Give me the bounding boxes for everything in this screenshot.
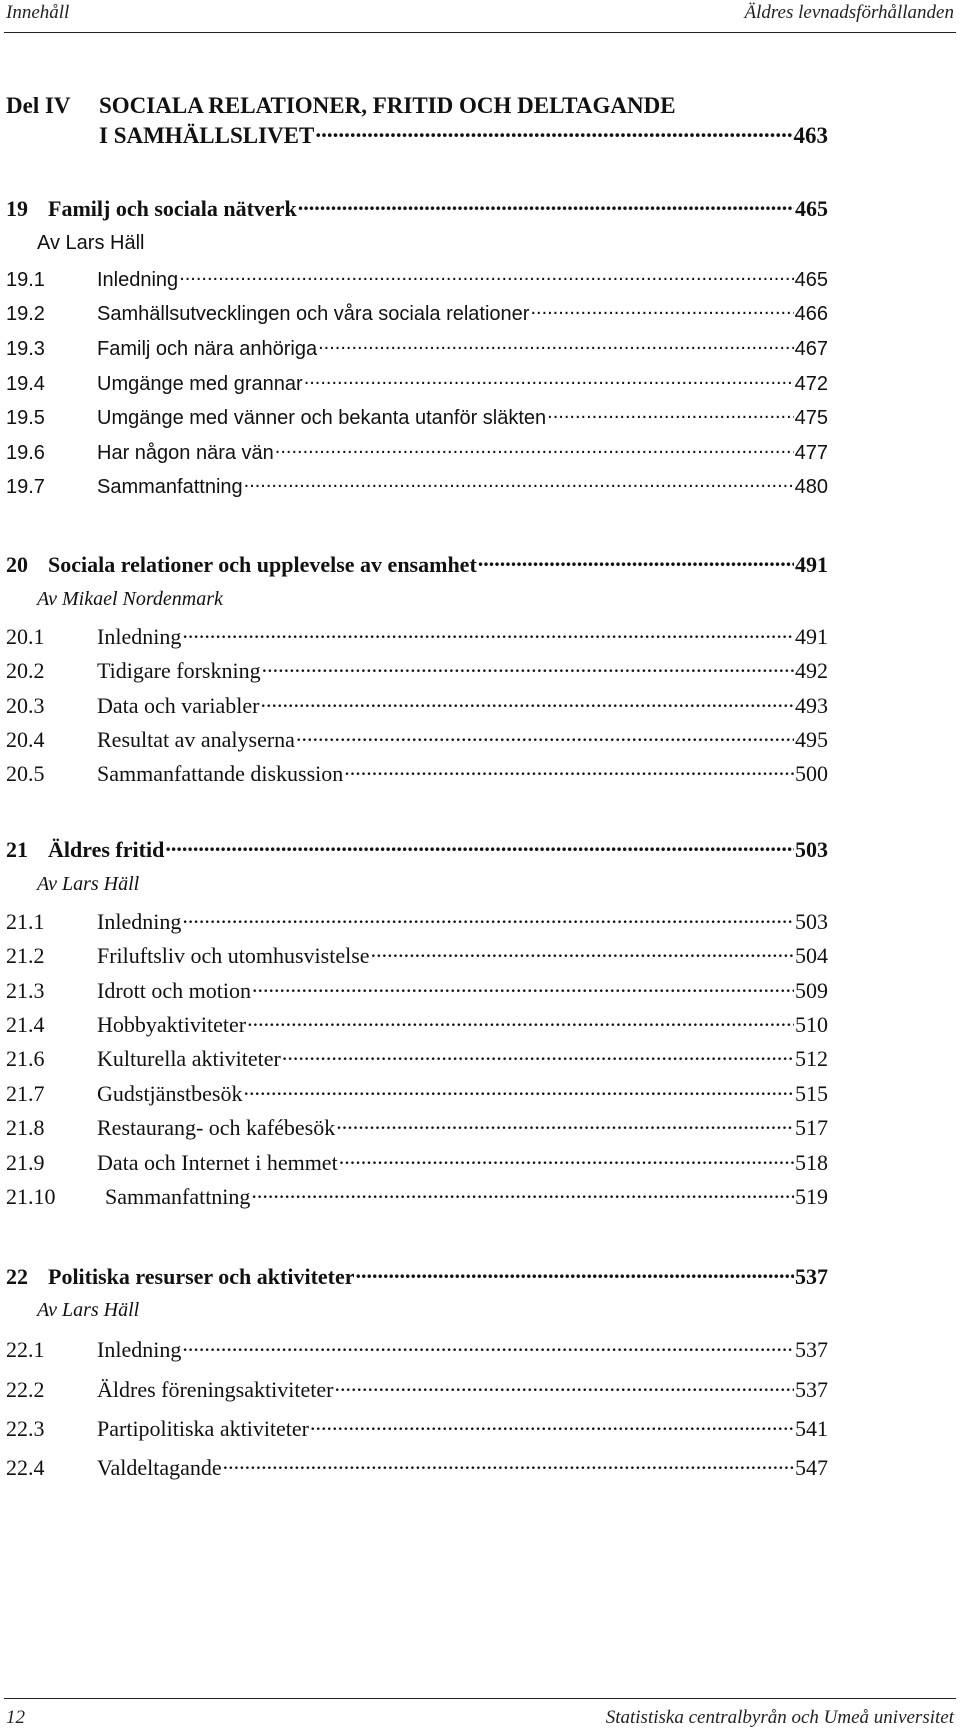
- section-number: 22.1: [6, 1337, 45, 1362]
- chapter-number: 19: [6, 196, 28, 221]
- page-number-footer: 12: [6, 1707, 25, 1728]
- dot-leader: [530, 300, 793, 320]
- page-number: 472: [794, 373, 828, 395]
- dot-leader: [298, 194, 794, 216]
- page-number: 475: [794, 407, 828, 429]
- section-number: 21.4: [6, 1012, 45, 1037]
- dot-leader: [478, 550, 794, 572]
- page-number: 463: [793, 123, 828, 148]
- page-number: 466: [794, 303, 828, 325]
- section-title: Resultat av analyserna: [97, 727, 295, 752]
- section-title: Sammanfattande diskussion: [97, 761, 344, 786]
- page-number: 503: [795, 837, 828, 862]
- toc-entry-section[interactable]: [6, 1375, 828, 1403]
- header-section-label: Innehåll: [6, 2, 70, 23]
- toc-entry-section[interactable]: [6, 1079, 828, 1107]
- running-footer: [6, 1707, 954, 1729]
- section-title: Familj och nära anhöriga: [97, 338, 318, 360]
- dot-leader: [339, 1148, 794, 1170]
- page-number: 547: [795, 1455, 828, 1480]
- dot-leader: [547, 404, 793, 424]
- toc-entry-section[interactable]: [6, 266, 828, 292]
- page-number: 509: [795, 978, 828, 1003]
- section-title: Inledning: [97, 624, 182, 649]
- page-number: 510: [795, 1012, 828, 1037]
- page-number: 537: [795, 1377, 828, 1402]
- chapter-title: Familj och sociala nätverk: [48, 196, 297, 221]
- section-title: Umgänge med vänner och bekanta utanför släkten: [97, 407, 547, 429]
- dot-leader: [252, 976, 794, 998]
- toc-entry-section[interactable]: [6, 941, 828, 969]
- dot-leader: [275, 439, 794, 459]
- section-title: Inledning: [97, 269, 179, 291]
- chapter-number: 22: [6, 1264, 28, 1289]
- section-number: 21.7: [6, 1081, 45, 1106]
- toc-entry-section[interactable]: [6, 1113, 828, 1141]
- toc-entry-section[interactable]: [6, 691, 828, 719]
- chapter-author: Av Lars Häll: [37, 1299, 140, 1321]
- section-number: 20.3: [6, 693, 45, 718]
- toc-entry-chapter[interactable]: [6, 550, 828, 578]
- section-title: Tidigare forskning: [97, 658, 261, 683]
- dot-leader: [262, 656, 794, 678]
- page-number: 503: [795, 909, 828, 934]
- dot-leader: [165, 835, 794, 857]
- header-book-title: Äldres levnadsförhållanden: [744, 2, 954, 23]
- chapter-title: Sociala relationer och upplevelse av ensamhet: [48, 552, 477, 577]
- chapter-author: Av Lars Häll: [37, 873, 140, 895]
- page-number: 500: [795, 761, 828, 786]
- dot-leader: [244, 473, 794, 493]
- section-number: 22.4: [6, 1455, 45, 1480]
- chapter-author: Av Mikael Nordenmark: [37, 588, 223, 610]
- page-number: 465: [794, 269, 828, 291]
- section-number: 20.2: [6, 658, 45, 683]
- toc-entry-section[interactable]: [6, 1414, 828, 1442]
- section-title: Samhällsutvecklingen och våra sociala relationer: [97, 303, 530, 325]
- dot-leader: [179, 266, 793, 286]
- section-number: 22.2: [6, 1377, 45, 1402]
- chapter-author: Av Lars Häll: [37, 232, 145, 254]
- publisher-name: Statistiska centralbyrån och Umeå universitet: [605, 1707, 954, 1728]
- toc-entry-chapter[interactable]: [6, 1262, 828, 1290]
- part-label: Del IV: [6, 93, 71, 118]
- toc-entry-section[interactable]: [6, 1182, 828, 1210]
- section-number: 21.1: [6, 909, 45, 934]
- page-number: 495: [795, 727, 828, 752]
- dot-leader: [371, 941, 794, 963]
- dot-leader: [182, 1335, 794, 1357]
- page-number: 480: [794, 476, 828, 498]
- toc-entry-section[interactable]: [6, 622, 828, 650]
- part-title-line1: SOCIALA RELATIONER, FRITID OCH DELTAGANDE: [99, 93, 676, 118]
- dot-leader: [315, 120, 792, 143]
- footer-rule: [4, 1698, 956, 1699]
- dot-leader: [356, 1262, 794, 1284]
- chapter-number: 20: [6, 552, 28, 577]
- section-title: Friluftsliv och utomhusvistelse: [97, 943, 370, 968]
- page-number: 537: [795, 1337, 828, 1362]
- section-title: Data och variabler: [97, 693, 260, 718]
- page-number: 493: [795, 693, 828, 718]
- toc-entry-section[interactable]: [6, 976, 828, 1004]
- page-number: 519: [795, 1184, 828, 1209]
- section-title: Hobbyaktiviteter: [97, 1012, 247, 1037]
- page-number: 492: [795, 658, 828, 683]
- section-title: Valdeltagande: [97, 1455, 222, 1480]
- part-heading: [6, 93, 676, 119]
- dot-leader: [296, 725, 794, 747]
- toc-entry-section[interactable]: [6, 300, 828, 326]
- toc-entry-chapter[interactable]: [6, 194, 828, 222]
- section-title: Inledning: [97, 1337, 182, 1362]
- dot-leader: [223, 1453, 794, 1475]
- section-number: 21.9: [6, 1150, 45, 1175]
- section-title: Har någon nära vän: [97, 442, 274, 464]
- dot-leader: [310, 1414, 794, 1436]
- section-number: 19.7: [6, 476, 45, 498]
- dot-leader: [336, 1113, 794, 1135]
- section-title: Sammanfattning: [97, 476, 243, 498]
- section-number: 19.2: [6, 303, 45, 325]
- page-number: 477: [794, 442, 828, 464]
- dot-leader: [282, 1044, 794, 1066]
- section-number: 19.3: [6, 338, 45, 360]
- section-number: 19.6: [6, 442, 45, 464]
- page-number: 518: [795, 1150, 828, 1175]
- section-number: 22.3: [6, 1416, 45, 1441]
- section-number: 21.8: [6, 1115, 45, 1140]
- toc-entry-section[interactable]: [6, 1453, 828, 1481]
- toc-entry-section[interactable]: [6, 404, 828, 430]
- toc-entry-section[interactable]: [6, 1148, 828, 1176]
- part-title-line2: I SAMHÄLLSLIVET: [99, 123, 315, 148]
- section-number: 20.4: [6, 727, 45, 752]
- toc-entry-section[interactable]: [6, 656, 828, 684]
- section-number: 20.1: [6, 624, 45, 649]
- section-title: Inledning: [97, 909, 182, 934]
- section-number: 21.2: [6, 943, 45, 968]
- dot-leader: [260, 691, 794, 713]
- section-title: Partipolitiska aktiviteter: [97, 1416, 310, 1441]
- toc-entry-chapter[interactable]: [6, 835, 828, 863]
- toc-entry-section[interactable]: [6, 473, 828, 499]
- dot-leader: [243, 1079, 794, 1101]
- dot-leader: [304, 370, 794, 390]
- section-title: Kulturella aktiviteter: [97, 1046, 281, 1071]
- dot-leader: [182, 622, 794, 644]
- dot-leader: [344, 759, 794, 781]
- dot-leader: [318, 335, 794, 355]
- section-number: 21.6: [6, 1046, 45, 1071]
- toc-entry-part[interactable]: [6, 120, 828, 149]
- toc-entry-section[interactable]: [6, 439, 828, 465]
- chapter-number: 21: [6, 837, 28, 862]
- section-title: Äldres föreningsaktiviteter: [97, 1377, 334, 1402]
- page-number: 465: [795, 196, 828, 221]
- page-number: 517: [795, 1115, 828, 1140]
- toc-entry-section[interactable]: [6, 1044, 828, 1072]
- section-title: Umgänge med grannar: [97, 373, 303, 395]
- dot-leader: [251, 1182, 794, 1204]
- toc-entry-section[interactable]: [6, 759, 828, 787]
- chapter-title: Äldres fritid: [48, 837, 165, 862]
- section-title: Gudstjänstbesök: [97, 1081, 243, 1106]
- page-number: 491: [795, 552, 828, 577]
- page-number: 491: [795, 624, 828, 649]
- section-title: Sammanfattning: [105, 1184, 251, 1209]
- toc-entry-section[interactable]: [6, 725, 828, 753]
- page-number: 467: [794, 338, 828, 360]
- header-rule: [4, 32, 956, 33]
- section-number: 21.10: [6, 1184, 56, 1209]
- section-number: 19.4: [6, 373, 45, 395]
- dot-leader: [334, 1375, 794, 1397]
- page-number: 504: [795, 943, 828, 968]
- page-number: 515: [795, 1081, 828, 1106]
- running-header: [6, 2, 954, 24]
- page-number: 537: [795, 1264, 828, 1289]
- section-number: 19.5: [6, 407, 45, 429]
- dot-leader: [182, 907, 794, 929]
- toc-entry-section[interactable]: [6, 1010, 828, 1038]
- page-number: 512: [795, 1046, 828, 1071]
- section-number: 20.5: [6, 761, 45, 786]
- section-title: Idrott och motion: [97, 978, 251, 1003]
- toc-entry-section[interactable]: [6, 370, 828, 396]
- section-title: Data och Internet i hemmet: [97, 1150, 338, 1175]
- toc-entry-section[interactable]: [6, 907, 828, 935]
- section-number: 19.1: [6, 269, 45, 291]
- chapter-title: Politiska resurser och aktiviteter: [48, 1264, 355, 1289]
- toc-entry-section[interactable]: [6, 1335, 828, 1363]
- section-number: 21.3: [6, 978, 45, 1003]
- toc-entry-section[interactable]: [6, 335, 828, 361]
- section-title: Restaurang- och kafébesök: [97, 1115, 336, 1140]
- dot-leader: [247, 1010, 794, 1032]
- page-number: 541: [795, 1416, 828, 1441]
